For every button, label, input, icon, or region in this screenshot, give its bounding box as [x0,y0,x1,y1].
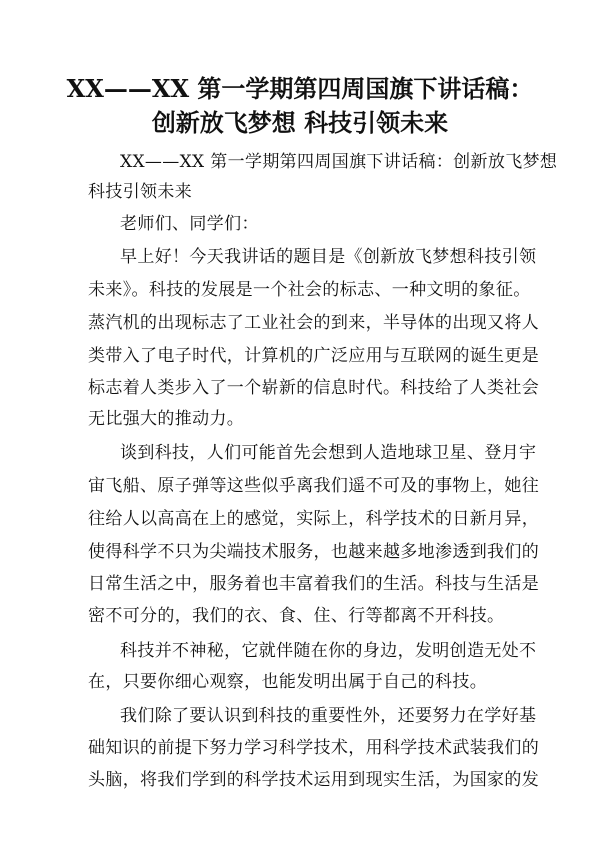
document-title [40,72,560,140]
body-line: 日常生活之中，服务着也丰富着我们的生活。科技与生活是 [88,574,540,594]
title-line-2: 创新放飞梦想 科技引领未来 [151,108,449,137]
body-line: 头脑，将我们学到的科学技术运用到现实生活，为国家的发 [88,770,540,790]
body-line: 科技引领未来 [88,182,193,202]
body-line: 我们除了要认识到科技的重要性外，还要努力在学好基 [120,706,537,726]
title-line-1: XX——XX 第一学期第四周国旗下讲话稿： [66,74,534,103]
body-line: 使得科学不只为尖端技术服务，也越来越多地渗透到我们的 [88,542,540,562]
body-line: 础知识的前提下努力学习科学技术，用科学技术武装我们的 [88,738,540,758]
body-line: 密不可分的，我们的衣、食、住、行等都离不开科技。 [88,606,505,626]
body-line: 无比强大的推动力。 [88,409,245,429]
body-line: 早上好！今天我讲话的题目是《创新放飞梦想科技引领 [120,247,537,267]
body-line: 类带入了电子时代，计算机的广泛应用与互联网的诞生更是 [88,346,540,366]
body-line: 在，只要你细心观察，也能发明出属于自己的科技。 [88,672,488,692]
body-line: 科技并不神秘，它就伴随在你的身边，发明创造无处不 [120,641,537,661]
body-line: 宙飞船、原子弹等这些似乎离我们遥不可及的事物上，她往 [88,476,540,496]
body-line: 往给人以高高在上的感觉，实际上，科学技术的日新月异， [88,509,540,529]
body-line: 未来》。科技的发展是一个社会的标志、一种文明的象征。 [88,280,531,300]
body-line: 标志着人类步入了一个崭新的信息时代。科技给了人类社会 [88,378,540,398]
body-line: 蒸汽机的出现标志了工业社会的到来，半导体的出现又将人 [88,313,540,333]
body-line: XX——XX 第一学期第四周国旗下讲话稿：创新放飞梦想 [120,152,558,172]
body-line: 谈到科技，人们可能首先会想到人造地球卫星、登月宇 [120,443,537,463]
salutation: 老师们、同学们： [120,214,259,234]
